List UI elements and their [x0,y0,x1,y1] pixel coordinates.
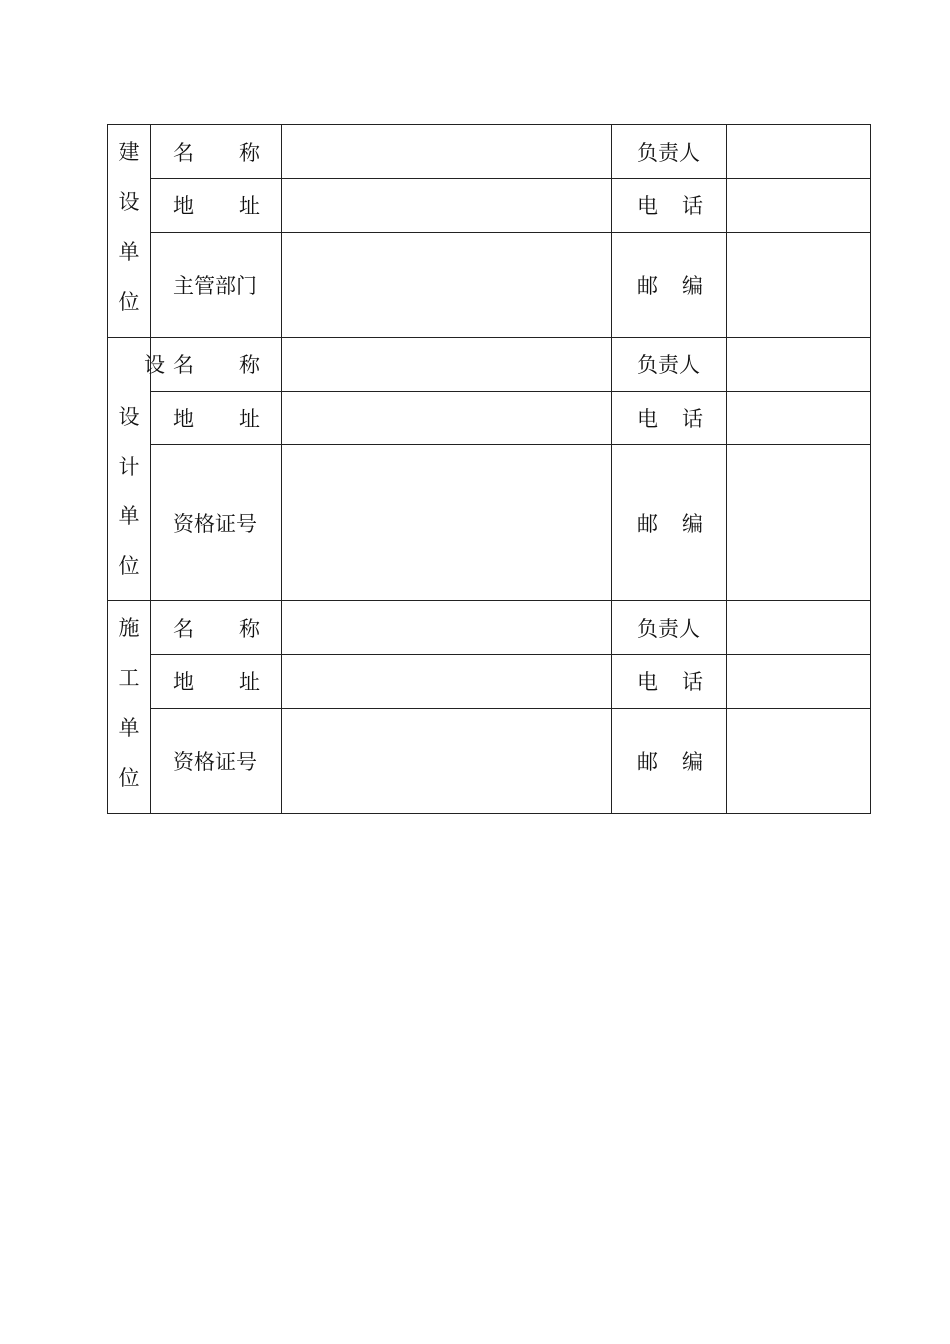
construction-postcode-label: 邮 编 [612,232,727,337]
contractor-cert-label: 资格证号 [151,708,282,813]
construction-phone-label: 电 话 [612,179,727,232]
construction-address-label: 地 址 [151,179,282,232]
design-name-row [108,338,871,392]
construction-address-row [108,179,871,232]
contractor-postcode-label: 邮 编 [612,708,727,813]
construction-unit-label-cell [108,125,151,338]
contractor-postcode-value[interactable] [727,708,871,813]
contractor-name-value[interactable] [282,601,612,655]
design-stray-char: 设 [144,353,165,377]
design-name-value[interactable] [282,338,612,392]
construction-dept-value[interactable] [282,232,612,337]
contractor-address-row [108,655,871,708]
contractor-owner-value[interactable] [727,601,871,655]
construction-address-value[interactable] [282,179,612,232]
design-postcode-value[interactable] [727,445,871,601]
contractor-phone-label: 电 话 [612,655,727,708]
design-owner-value[interactable] [727,338,871,392]
construction-postcode-value[interactable] [727,232,871,337]
design-owner-label: 负责人 [612,338,727,392]
design-cert-value[interactable] [282,445,612,601]
contractor-name-row [108,601,871,655]
design-address-row [108,391,871,445]
contractor-owner-label: 负责人 [612,601,727,655]
contractor-address-value[interactable] [282,655,612,708]
contractor-cert-row [108,708,871,813]
construction-name-value[interactable] [282,125,612,179]
design-unit-label-cell [108,338,165,601]
contractor-unit-label: 施 工 单 位 [118,616,140,790]
construction-dept-label: 主管部门 [151,232,282,337]
design-cert-label: 资格证号 [151,445,282,601]
contractor-name-label: 名 称 [151,601,282,655]
design-cert-row [108,445,871,601]
design-address-label: 地 址 [151,391,282,445]
construction-unit-label: 建 设 单 位 [118,140,140,314]
unit-info-table [107,124,871,814]
construction-owner-value[interactable] [727,125,871,179]
design-name-label: 名 称 [151,338,282,392]
contractor-address-label: 地 址 [151,655,282,708]
construction-phone-value[interactable] [727,179,871,232]
construction-dept-row [108,232,871,337]
design-address-value[interactable] [282,391,612,445]
design-phone-value[interactable] [727,391,871,445]
contractor-unit-label-cell [108,601,151,814]
construction-owner-label: 负责人 [612,125,727,179]
construction-name-label: 名 称 [151,125,282,179]
construction-name-row [108,125,871,179]
contractor-cert-value[interactable] [282,708,612,813]
contractor-phone-value[interactable] [727,655,871,708]
design-postcode-label: 邮 编 [612,445,727,601]
design-unit-label: 设 计 单 位 [118,405,140,578]
design-phone-label: 电 话 [612,391,727,445]
